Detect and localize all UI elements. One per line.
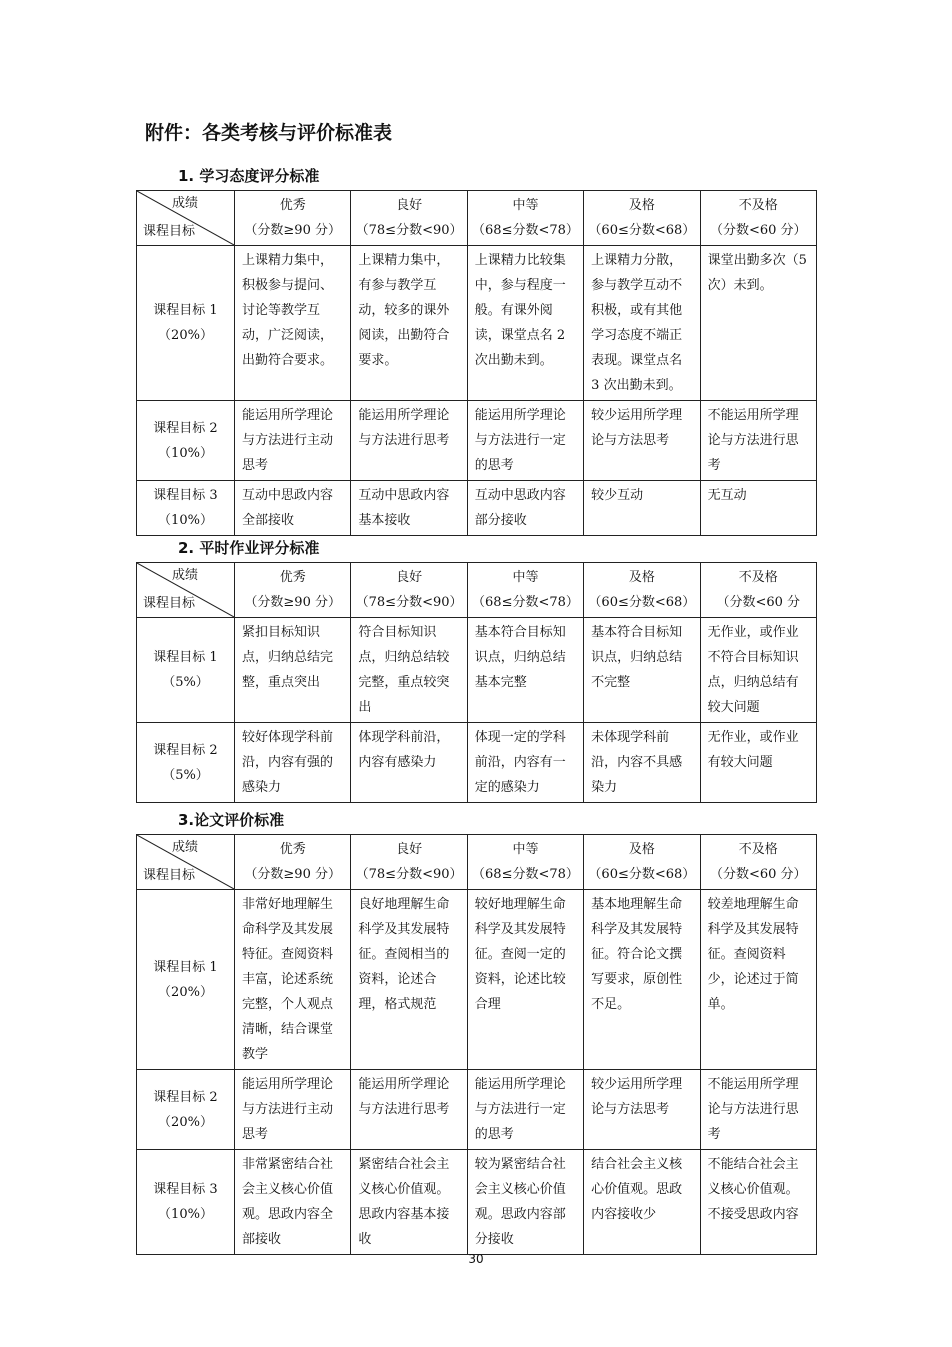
table-corner <box>137 191 235 246</box>
criteria-cell: 良好地理解生命科学及其发展特征。查阅相当的资料，论述合理，格式规范 <box>351 890 467 1070</box>
corner-grade-label: 成绩 <box>171 840 198 855</box>
criteria-cell: 能运用所学理论与方法进行思考 <box>351 401 467 481</box>
row-target: 课程目标 3 （10%） <box>137 481 235 536</box>
table-row <box>137 890 817 1070</box>
criteria-cell: 不能运用所学理论与方法进行思考 <box>700 401 816 481</box>
criteria-cell: 未体现学科前沿，内容不具感染力 <box>584 723 700 803</box>
table-row <box>137 401 817 481</box>
row-target: 课程目标 1 （20%） <box>137 246 235 401</box>
criteria-cell: 不能结合社会主义核心价值观。不接受思政内容 <box>700 1150 816 1255</box>
row-target: 课程目标 1 （20%） <box>137 890 235 1070</box>
header-fail: 不及格 （分数<60 分） <box>700 191 816 246</box>
criteria-cell: 较好体现学科前沿，内容有强的感染力 <box>235 723 351 803</box>
criteria-cell: 上课精力集中，有参与教学互动，较多的课外阅读，出勤符合要求。 <box>351 246 467 401</box>
criteria-cell: 能运用所学理论与方法进行思考 <box>351 1070 467 1150</box>
table-row <box>137 1070 817 1150</box>
criteria-cell: 互动中思政内容部分接收 <box>467 481 583 536</box>
section-title-paper: 3.论文评价标准 <box>178 811 285 829</box>
section-title-attitude: 1. 学习态度评分标准 <box>178 167 320 185</box>
criteria-cell: 互动中思政内容基本接收 <box>351 481 467 536</box>
header-medium: 中等 （68≤分数<78） <box>467 563 583 618</box>
criteria-cell: 无作业，或作业有较大问题 <box>700 723 816 803</box>
corner-target-label: 课程目标 <box>143 224 196 239</box>
table-header-row <box>137 191 817 246</box>
header-medium: 中等 （68≤分数<78） <box>467 191 583 246</box>
corner-target-label: 课程目标 <box>143 868 196 883</box>
header-excellent: 优秀 （分数≥90 分） <box>235 835 351 890</box>
criteria-cell: 基本符合目标知识点，归纳总结基本完整 <box>467 618 583 723</box>
corner-target-label: 课程目标 <box>143 596 196 611</box>
criteria-cell: 基本符合目标知识点，归纳总结不完整 <box>584 618 700 723</box>
criteria-cell: 能运用所学理论与方法进行主动思考 <box>235 1070 351 1150</box>
row-target: 课程目标 1 （5%） <box>137 618 235 723</box>
criteria-cell: 能运用所学理论与方法进行一定的思考 <box>467 1070 583 1150</box>
criteria-cell: 紧扣目标知识点，归纳总结完整，重点突出 <box>235 618 351 723</box>
table-row <box>137 618 817 723</box>
corner-grade-label: 成绩 <box>171 568 198 583</box>
criteria-cell: 无作业，或作业不符合目标知识点，归纳总结有较大问题 <box>700 618 816 723</box>
criteria-cell: 较差地理解生命科学及其发展特征。查阅资料少，论述过于简单。 <box>700 890 816 1070</box>
header-good: 良好 （78≤分数<90） <box>351 835 467 890</box>
corner-grade-label: 成绩 <box>171 196 198 211</box>
table-header-row <box>137 563 817 618</box>
criteria-cell: 紧密结合社会主义核心价值观。思政内容基本接收 <box>351 1150 467 1255</box>
row-target: 课程目标 2 （5%） <box>137 723 235 803</box>
table-attitude <box>136 190 817 536</box>
criteria-cell: 不能运用所学理论与方法进行思考 <box>700 1070 816 1150</box>
table-paper <box>136 834 817 1255</box>
criteria-cell: 上课精力比较集中，参与程度一般。有课外阅读，课堂点名 2 次出勤未到。 <box>467 246 583 401</box>
row-target: 课程目标 3 （10%） <box>137 1150 235 1255</box>
header-pass: 及格 （60≤分数<68） <box>584 835 700 890</box>
criteria-cell: 结合社会主义核心价值观。思政内容接收少 <box>584 1150 700 1255</box>
criteria-cell: 非常紧密结合社会主义核心价值观。思政内容全部接收 <box>235 1150 351 1255</box>
criteria-cell: 能运用所学理论与方法进行主动思考 <box>235 401 351 481</box>
criteria-cell: 课堂出勤多次（5 次）未到。 <box>700 246 816 401</box>
header-fail: 不及格 （分数<60 分） <box>700 835 816 890</box>
table-homework <box>136 562 817 803</box>
criteria-cell: 较好地理解生命科学及其发展特征。查阅一定的资料，论述比较合理 <box>467 890 583 1070</box>
criteria-cell: 无互动 <box>700 481 816 536</box>
criteria-cell: 上课精力分散，参与教学互动不积极，或有其他学习态度不端正表现。课堂点名 3 次出勤未到。 <box>584 246 700 401</box>
criteria-cell: 能运用所学理论与方法进行一定的思考 <box>467 401 583 481</box>
table-row <box>137 481 817 536</box>
row-target: 课程目标 2 （20%） <box>137 1070 235 1150</box>
criteria-cell: 基本地理解生命科学及其发展特征。符合论文撰写要求，原创性不足。 <box>584 890 700 1070</box>
header-good: 良好 （78≤分数<90） <box>351 563 467 618</box>
criteria-cell: 较少互动 <box>584 481 700 536</box>
criteria-cell: 符合目标知识点，归纳总结较完整，重点较突出 <box>351 618 467 723</box>
row-target: 课程目标 2 （10%） <box>137 401 235 481</box>
header-fail: 不及格 （分数<60 分 <box>700 563 816 618</box>
table-header-row <box>137 835 817 890</box>
criteria-cell: 非常好地理解生命科学及其发展特征。查阅资料丰富，论述系统完整，个人观点清晰，结合课堂教学 <box>235 890 351 1070</box>
criteria-cell: 较少运用所学理论与方法思考 <box>584 401 700 481</box>
page-number: 30 <box>468 1252 484 1266</box>
header-excellent: 优秀 （分数≥90 分） <box>235 563 351 618</box>
header-excellent: 优秀 （分数≥90 分） <box>235 191 351 246</box>
header-medium: 中等 （68≤分数<78） <box>467 835 583 890</box>
table-corner <box>137 835 235 890</box>
page-title: 附件：各类考核与评价标准表 <box>145 122 393 144</box>
header-pass: 及格 （60≤分数<68） <box>584 191 700 246</box>
header-good: 良好 （78≤分数<90） <box>351 191 467 246</box>
section-title-homework: 2. 平时作业评分标准 <box>178 539 320 557</box>
criteria-cell: 较少运用所学理论与方法思考 <box>584 1070 700 1150</box>
criteria-cell: 体现一定的学科前沿，内容有一定的感染力 <box>467 723 583 803</box>
criteria-cell: 互动中思政内容全部接收 <box>235 481 351 536</box>
criteria-cell: 体现学科前沿，内容有感染力 <box>351 723 467 803</box>
table-row <box>137 246 817 401</box>
criteria-cell: 上课精力集中，积极参与提问、讨论等教学互动，广泛阅读，出勤符合要求。 <box>235 246 351 401</box>
table-row <box>137 1150 817 1255</box>
header-pass: 及格 （60≤分数<68） <box>584 563 700 618</box>
table-corner <box>137 563 235 618</box>
table-row <box>137 723 817 803</box>
criteria-cell: 较为紧密结合社会主义核心价值观。思政内容部分接收 <box>467 1150 583 1255</box>
